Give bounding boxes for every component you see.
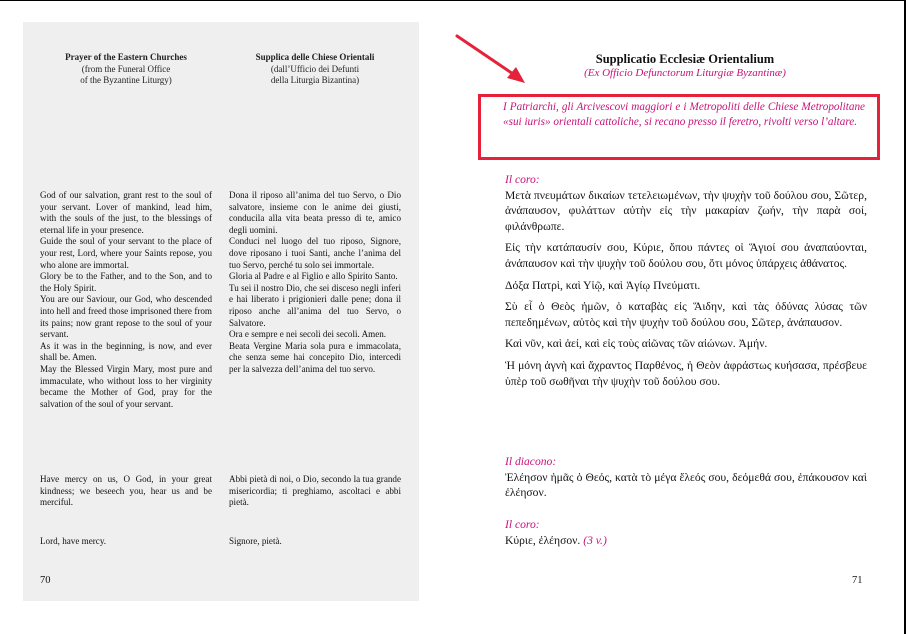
latin-subtitle: (Ex Officio Defunctorum Liturgiæ Byzantinæ) [584,67,786,79]
italian-subtitle-1: (dall’Ufficio dei Defunti [270,63,360,74]
english-paragraph: You are our Saviour, our God, who descended into hell and freed those imprisoned there from its pains; now grant repose to the soul of your servant. [40,294,212,340]
greek-chant [505,172,867,395]
greek-paragraph: Δόξα Πατρὶ, καὶ Υἱῷ, καὶ Ἁγίῳ Πνεύματι. [505,278,701,292]
italian-paragraph: Conduci nel luogo del tuo riposo, Signore, dove riposano i tuoi Santi, anche l’anima del tuo Servo, perché tu solo sei immortale. [229,236,401,270]
diacono-section [505,454,867,507]
italian-paragraph: Tu sei il nostro Dio, che sei disceso negli inferi e hai liberato i prigionieri dalle pene; dona il riposo anche all’anima del tuo Servo, o Salvatore. [229,282,401,328]
kyrie-repeat-note: (3 v.) [583,533,607,547]
diacono-label: Il diacono: [505,455,557,468]
kyrie-section [505,517,867,554]
rubric-text: I Patriarchi, gli Arcivescovi maggiori e i Metropoliti delle Chiese Metropolitane «sui iuris» orientali cattoliche, si recano presso il feretro, rivolti verso l’altare. [503,101,865,128]
greek-paragraph: Μετὰ πνευμάτων δικαίων τετελειωμένων, τὴν ψυχὴν τοῦ δούλου σου, Σῶτερ, ἀνάπαυσον, φυλάττων αὐτὴν εἰς τὴν μακαρίαν ζωήν, τὴν παρὰ σοί, φιλάνθρωπε. [505,188,867,233]
left-page [23,22,419,601]
italian-header [229,52,401,87]
greek-paragraph: Καὶ νῦν, καὶ ἀεί, καὶ εἰς τοὺς αἰῶνας τῶν αἰώνων. Ἀμήν. [505,337,768,351]
kyrie-text: Κύριε, ἐλέησον. [505,533,581,547]
english-prayer [40,190,212,410]
italian-paragraph: Gloria al Padre e al Figlio e allo Spirito Santo. [229,271,398,282]
page-number-right: 71 [852,575,863,586]
page-number-left: 70 [40,575,51,586]
english-subtitle-1: (from the Funeral Office [81,63,171,74]
english-title: Prayer of the Eastern Churches [65,52,187,62]
italian-prayer [229,190,401,376]
italian-mercy: Abbi pietà di noi, o Dio, secondo la tua grande misericordia; ti preghiamo, ascoltaci e abbi pietà. [229,474,401,508]
italian-lord-have-mercy: Signore, pietà. [229,536,282,546]
english-paragraph: Glory be to the Father, and to the Son, and to the Holy Spirit. [40,271,212,293]
diacono-text: Ἐλέησον ἡμᾶς ὁ Θεός, κατὰ τὸ μέγα ἔλεός σου, δεόμεθά σου, ἐπάκουσον καὶ ἐλέησον. [505,470,867,500]
italian-title: Supplica delle Chiese Orientali [255,52,375,62]
italian-paragraph: Dona il riposo all’anima del tuo Servo, o Dio salvatore, insieme con le anime dei giusti, conducila alla vita beata presso di te, amico degli uomini. [229,190,401,235]
coro-label: Il coro: [505,173,540,186]
english-lord-have-mercy: Lord, have mercy. [40,536,107,546]
greek-paragraph: Σὺ εἶ ὁ Θεὸς ἡμῶν, ὁ καταβὰς εἰς Ἅιδην, καὶ τὰς ὀδύνας λύσας τῶν πεπεδημένων, αὐτὸς καὶ τὴν ψυχὴν τοῦ δούλου σου, Σῶτερ, ἀνάπαυσον. [505,300,867,329]
english-mercy: Have mercy on us, O God, in your great kindness; we beseech you, hear us and be merciful. [40,474,212,508]
english-header [40,52,212,87]
italian-paragraph: Beata Vergine Maria sola pura e immacolata, che senza seme hai concepito Dio, intercedi per la salvezza dell’anima del tuo servo. [229,340,401,374]
english-paragraph: Guide the soul of your servant to the place of your rest, Lord, where your Saints repose, you who alone are immortal. [40,236,212,270]
english-paragraph: May the Blessed Virgin Mary, most pure and immaculate, who without loss to her virginity became the Mother of God, pray for the salvation of the soul of your servant. [40,363,212,409]
english-paragraph: As it was in the beginning, is now, and ever shall be. Amen. [40,340,212,363]
latin-title: Supplicatio Ecclesiæ Orientalium [595,52,775,66]
greek-paragraph: Ἡ μόνη ἁγνὴ καὶ ἄχραντος Παρθένος, ἡ Θεὸν ἀφράστως κυήσασα, πρέσβευε ὑπὲρ τοῦ σωθῆναι τὴν ψυχὴν τοῦ δούλου σου. [505,358,867,388]
italian-paragraph: Ora e sempre e nei secoli dei secoli. Amen. [229,329,387,340]
greek-paragraph: Εἰς τὴν κατάπαυσίν σου, Κύριε, ὅπου πάντες οἱ Ἅγιοί σου ἀναπαύονται, ἀνάπαυσον καὶ τὴν ψυχὴν τοῦ δούλου σου, ὅτι μόνος ὑπάρχεις ἀθάνατος. [505,241,867,270]
coro-label-2: Il coro: [505,518,540,531]
english-subtitle-2: of the Byzantine Liturgy) [80,75,172,85]
right-page [480,22,890,601]
english-paragraph: God of our salvation, grant rest to the soul of your servant. Lover of mankind, lead him, with the souls of the just, to the blessings of eternal life in your presence. [40,190,212,235]
italian-subtitle-2: della Liturgia Bizantina) [270,75,360,85]
